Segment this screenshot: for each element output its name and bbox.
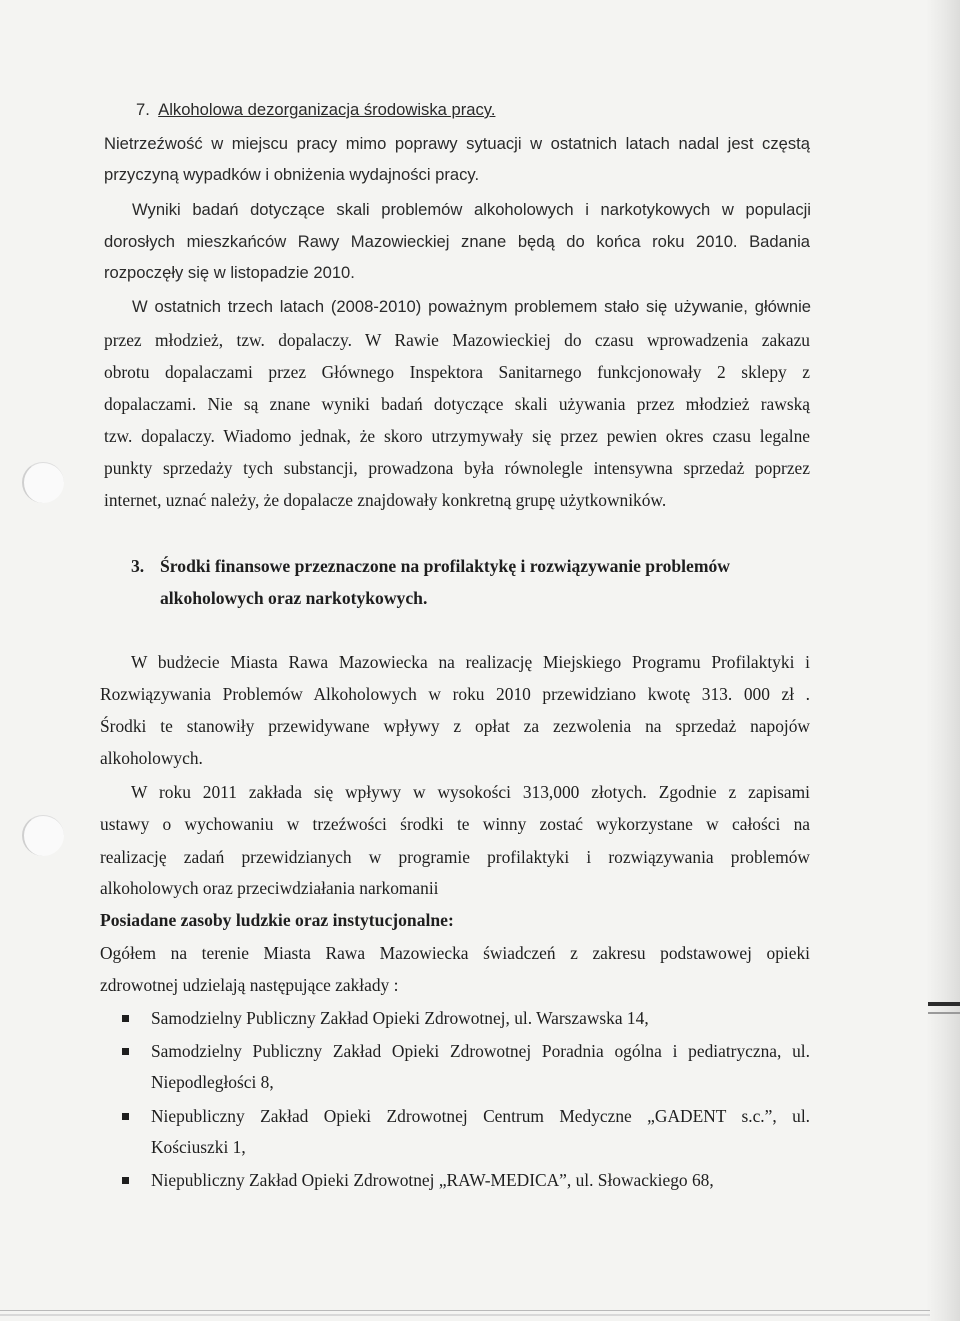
section-7-number: 7. (136, 100, 150, 119)
paragraph-line: tzw. dopalaczy. Wiadomo jednak, że skoro utrzymywały się przez pewien okres czasu legalne (104, 426, 810, 446)
paragraph-line: Środki te stanowiły przewidywane wpływy z opłat za zezwolenia na sprzedaż napojów (100, 716, 810, 736)
paragraph-line: obrotu dopalaczami przez Głównego Inspektora Sanitarnego funkcjonowały 2 sklepy z (104, 362, 810, 382)
scan-bottom-line (0, 1314, 930, 1316)
section-7-title: Alkoholowa dezorganizacja środowiska pracy. (158, 100, 496, 119)
paragraph-line: Ogółem na terenie Miasta Rawa Mazowiecka świadczeń z zakresu podstawowej opieki (100, 943, 810, 963)
paragraph-line: punkty sprzedaży tych substancji, prowadzona była równolegle intensywna sprzedaż poprzez (104, 458, 810, 478)
section-3-number: 3. (131, 556, 145, 576)
punch-hole-icon (22, 462, 64, 503)
bullet-icon (122, 1015, 129, 1022)
list-item-continuation: Niepodległości 8, (151, 1072, 274, 1092)
list-item: Samodzielny Publiczny Zakład Opieki Zdrowotnej, ul. Warszawska 14, (151, 1008, 649, 1028)
paragraph-line: przez młodzież, tzw. dopalaczy. W Rawie Mazowieckiej do czasu wprowadzenia zakazu (104, 330, 810, 350)
list-item: Samodzielny Publiczny Zakład Opieki Zdrowotnej Poradnia ogólna i pediatryczna, ul. (151, 1041, 810, 1061)
paragraph-line: Nietrzeźwość w miejscu pracy mimo poprawy sytuacji w ostatnich latach nadal jest częstą (104, 134, 810, 153)
paragraph-line: rozpoczęły się w listopadzie 2010. (104, 263, 355, 282)
paragraph-line: W ostatnich trzech latach (2008-2010) poważnym problemem stało się używanie, głównie (132, 297, 811, 316)
paragraph-line: alkoholowych oraz przeciwdziałania narkomanii (100, 878, 439, 898)
bullet-icon (122, 1177, 129, 1184)
bullet-icon (122, 1113, 129, 1120)
section-3-title: alkoholowych oraz narkotykowych. (160, 588, 428, 608)
margin-mark (928, 1002, 960, 1006)
resources-heading: Posiadane zasoby ludzkie oraz instytucjonalne: (100, 910, 454, 930)
scan-bottom-line (0, 1310, 930, 1311)
scan-shadow-edge (926, 0, 960, 1321)
paragraph-line: Wyniki badań dotyczące skali problemów alkoholowych i narkotykowych w populacji (132, 200, 811, 219)
paragraph-line: realizację zadań przewidzianych w programie profilaktyki i rozwiązywania problemów (100, 847, 810, 867)
paragraph-line: Rozwiązywania Problemów Alkoholowych w roku 2010 przewidziano kwotę 313. 000 zł . (100, 684, 810, 704)
bullet-icon (122, 1048, 129, 1055)
section-3-title: Środki finansowe przeznaczone na profilaktykę i rozwiązywanie problemów (160, 556, 731, 576)
paragraph-line: zdrowotnej udzielają następujące zakłady : (100, 975, 399, 995)
paragraph-line: internet, uznać należy, że dopalacze znajdowały konkretną grupę użytkowników. (104, 490, 667, 510)
paragraph-line: W budżecie Miasta Rawa Mazowiecka na realizację Miejskiego Programu Profilaktyki i (131, 652, 810, 672)
paragraph-line: przyczyną wypadków i obniżenia wydajności pracy. (104, 165, 480, 184)
margin-mark (928, 1012, 960, 1014)
punch-hole-icon (22, 815, 64, 856)
list-item: Niepubliczny Zakład Opieki Zdrowotnej Centrum Medyczne „GADENT s.c.”, ul. (151, 1106, 810, 1126)
paragraph-line: dopalaczami. Nie są znane wyniki badań dotyczące skali używania przez młodzież rawską (104, 394, 810, 414)
paragraph-line: alkoholowych. (100, 748, 203, 768)
section-7-heading (136, 98, 495, 122)
paragraph-line: ustawy o wychowaniu w trzeźwości środki te winny zostać wykorzystane w całości na (100, 814, 810, 834)
paragraph-line: dorosłych mieszkańców Rawy Mazowieckiej znane będą do końca roku 2010. Badania (104, 232, 810, 251)
paragraph-line: W roku 2011 zakłada się wpływy w wysokości 313,000 złotych. Zgodnie z zapisami (131, 782, 810, 802)
list-item-continuation: Kościuszki 1, (151, 1137, 246, 1157)
list-item: Niepubliczny Zakład Opieki Zdrowotnej „RAW-MEDICA”, ul. Słowackiego 68, (151, 1170, 714, 1190)
